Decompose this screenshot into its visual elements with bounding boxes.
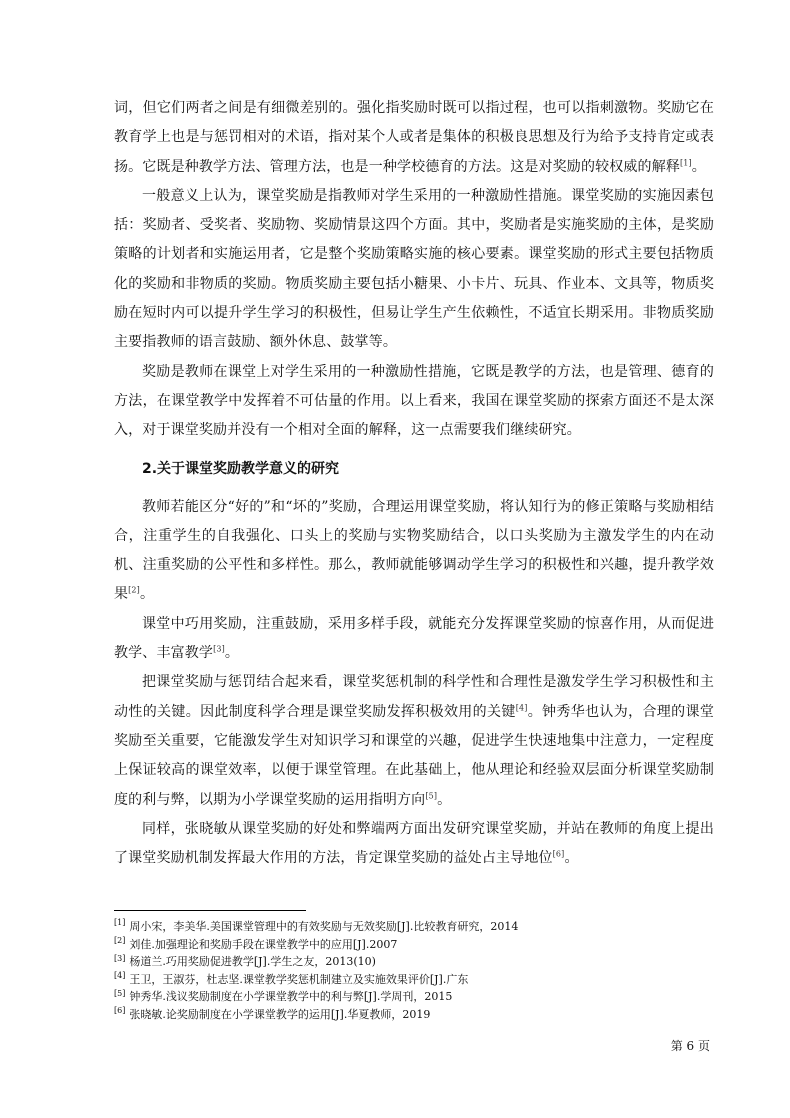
- body-paragraph: [114, 182, 714, 358]
- citation-ref[interactable]: [5]: [425, 790, 438, 800]
- paragraph-text: 把课堂奖励与惩罚结合起来看，课堂奖惩机制的科学性和合理性是激发学生学习积极性和主动性的关键。因此制度科学合理是课堂奖励发挥积极效用的关键: [114, 674, 714, 720]
- footnote-mark: [6]: [114, 1006, 126, 1016]
- paragraph-text: 一般意义上认为，课堂奖励是指教师对学生采用的一种激励性措施。课堂奖励的实施因素包括：奖励者、受奖者、奖励物、奖励情景这四个方面。其中，奖励者是实施奖励的主体，是奖励策略的计划者和实施运用者，它是整个奖励策略实施的核心要素。课堂奖励的形式主要包括物质化的奖励和非物质的奖励。物质奖励主要包括小糖果、小卡片、玩具、作业本、文具等，物质奖励在短时内可以提升学生学习的积极性，但易让学生产生依赖性，不适宜长期采用。非物质奖励主要指教师的语言鼓励、额外休息、鼓掌等。: [114, 187, 714, 351]
- paragraph-text: 奖励是教师在课堂上对学生采用的一种激励性措施，它既是教学的方法，也是管理、德育的方法，在课堂教学中发挥着不可估量的作用。以上看来，我国在课堂奖励的探索方面还不是太深入，对于课堂奖励并没有一个相对全面的解释，这一点需要我们继续研究。: [114, 363, 714, 439]
- footnote-text: 刘佳.加强理论和奖励手段在课堂教学中的应用[J].2007: [129, 937, 398, 951]
- paragraph-text: 教师若能区分“好的”和“坏的”奖励，合理运用课堂奖励，将认知行为的修正策略与奖励相结合，注重学生的自我强化、口头上的奖励与实物奖励结合，以口头奖励为主激发学生的内在动机、注重奖励的公平性和多样性。那么，教师就能够调动学生学习的积极性和兴趣，提升教学效果: [114, 498, 714, 603]
- citation-ref[interactable]: [6]: [552, 849, 565, 859]
- footnote-item: [114, 1006, 714, 1024]
- citation-ref[interactable]: [1]: [680, 157, 692, 167]
- footnotes: [114, 918, 714, 1024]
- footnote-item: [114, 953, 714, 971]
- body-paragraph: [114, 610, 714, 669]
- footnote-item: [114, 971, 714, 989]
- paragraph-text: 词，但它们两者之间是有细微差别的。强化指奖励时既可以指过程，也可以指刺激物。奖励它在教育学上也是与惩罚相对的术语，指对某个人或者是集体的积极良思想及行为给予支持肯定或表扬。它既是种教学方法、管理方法，也是一种学校德育的方法。这是对奖励的较权威的解释: [114, 100, 714, 175]
- body-paragraph: [114, 94, 714, 182]
- footnote-mark: [3]: [114, 953, 126, 963]
- body-paragraph: [114, 493, 714, 610]
- paragraph-tail: 。: [224, 645, 240, 662]
- page-body: [114, 94, 714, 873]
- footnote-item: [114, 918, 714, 936]
- paragraph-tail: 。: [139, 586, 155, 603]
- footnote-divider: [114, 910, 306, 911]
- citation-ref[interactable]: [2]: [128, 585, 140, 595]
- paragraph-tail: 。: [437, 791, 452, 808]
- page-number: 第 6 页: [670, 1039, 710, 1053]
- footnote-text: 王卫，王淑芬，杜志坚.课堂教学奖惩机制建立及实施效果评价[J].广东: [129, 972, 469, 986]
- footnote-item: [114, 936, 714, 954]
- footnote-mark: [2]: [114, 935, 126, 945]
- section-heading: 2.关于课堂奖励教学意义的研究: [142, 460, 340, 477]
- paragraph-tail: 。钟秀华也认为，合理的课堂奖励至关重要，它能激发学生对知识学习和课堂的兴趣，促进学生快速地集中注意力，一定程度上保证较高的课堂效率，以便于课堂管理。在此基础上，他从理论和经验双层面分析课堂奖励制度的利与弊，以期为小学课堂奖励的运用指明方向: [114, 703, 715, 808]
- footnote-mark: [5]: [114, 988, 126, 998]
- footnote-text: 周小宋，李美华.美国课堂管理中的有效奖励与无效奖励[J].比较教育研究，2014: [129, 920, 519, 933]
- citation-ref[interactable]: [4]: [515, 702, 528, 712]
- footnote-mark: [1]: [114, 918, 126, 928]
- body-paragraph: [114, 815, 714, 874]
- paragraph-tail: 。: [691, 158, 706, 175]
- body-paragraph: [114, 358, 714, 446]
- footnote-text: 钟秀华.浅议奖励制度在小学课堂教学中的利与弊[J].学周刊，2015: [129, 990, 453, 1004]
- body-paragraph: [114, 668, 714, 814]
- citation-ref[interactable]: [3]: [213, 644, 225, 654]
- footnote-text: 杨道兰.巧用奖励促进教学[J].学生之友，2013(10): [129, 955, 376, 969]
- paragraph-text: 课堂中巧用奖励，注重鼓励，采用多样手段，就能充分发挥课堂奖励的惊喜作用，从而促进教学、丰富教学: [114, 615, 714, 662]
- footnote-item: [114, 988, 714, 1006]
- paragraph-tail: 。: [564, 850, 579, 867]
- footnote-mark: [4]: [114, 971, 126, 981]
- footnote-text: 张晓敏.论奖励制度在小学课堂教学的运用[J].华夏教师，2019: [129, 1007, 431, 1021]
- paragraph-text: 同样，张晓敏从课堂奖励的好处和弊端两方面出发研究课堂奖励，并站在教师的角度上提出了课堂奖励机制发挥最大作用的方法，肯定课堂奖励的益处占主导地位: [114, 820, 714, 867]
